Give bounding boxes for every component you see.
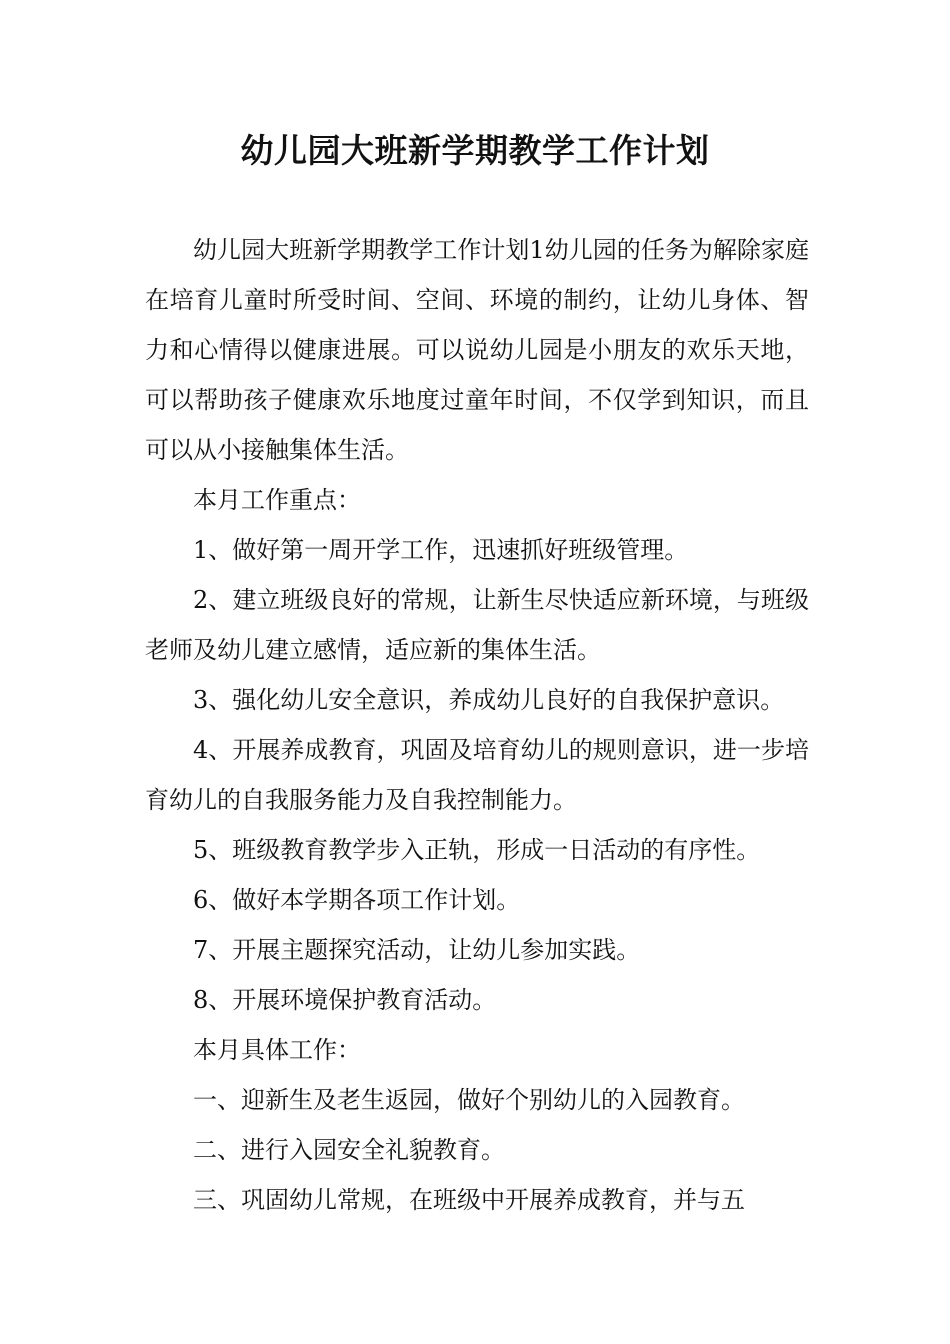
paragraph-key-points-heading: 本月工作重点： — [193, 486, 361, 514]
paragraph-key-point-4: 4、开展养成教育，巩固及培育幼儿的规则意识，进一步培育幼儿的自我服务能力及自我控制能力。 — [145, 736, 809, 814]
paragraph-specific-work-heading: 本月具体工作： — [193, 1036, 361, 1064]
document-title: 幼儿园大班新学期教学工作计划 — [240, 131, 710, 170]
paragraph-specific-work-2: 二、进行入园安全礼貌教育。 — [193, 1136, 505, 1164]
paragraph-intro: 幼儿园大班新学期教学工作计划1幼儿园的任务为解除家庭在培育儿童时所受时间、空间、环境的制约，让幼儿身体、智力和心情得以健康进展。可以说幼儿园是小朋友的欢乐天地，可以帮助孩子健康欢乐地度过童年时间，不仅学到知识，而且可以从小接触集体生活。 — [145, 236, 809, 464]
paragraph-key-point-1: 1、做好第一周开学工作，迅速抓好班级管理。 — [193, 536, 689, 564]
paragraph-specific-work-3: 三、巩固幼儿常规，在班级中开展养成教育，并与五 — [193, 1186, 745, 1214]
paragraph-specific-work-1: 一、迎新生及老生返园，做好个别幼儿的入园教育。 — [193, 1086, 745, 1114]
paragraph-key-point-8: 8、开展环境保护教育活动。 — [193, 986, 497, 1014]
paragraph-key-point-6: 6、做好本学期各项工作计划。 — [193, 886, 521, 914]
document-body — [145, 225, 809, 1225]
paragraph-key-point-3: 3、强化幼儿安全意识，养成幼儿良好的自我保护意识。 — [193, 686, 785, 714]
paragraph-key-point-2: 2、建立班级良好的常规，让新生尽快适应新环境，与班级老师及幼儿建立感情，适应新的集体生活。 — [145, 586, 809, 664]
paragraph-key-point-7: 7、开展主题探究活动，让幼儿参加实践。 — [193, 936, 641, 964]
paragraph-key-point-5: 5、班级教育教学步入正轨，形成一日活动的有序性。 — [193, 836, 761, 864]
